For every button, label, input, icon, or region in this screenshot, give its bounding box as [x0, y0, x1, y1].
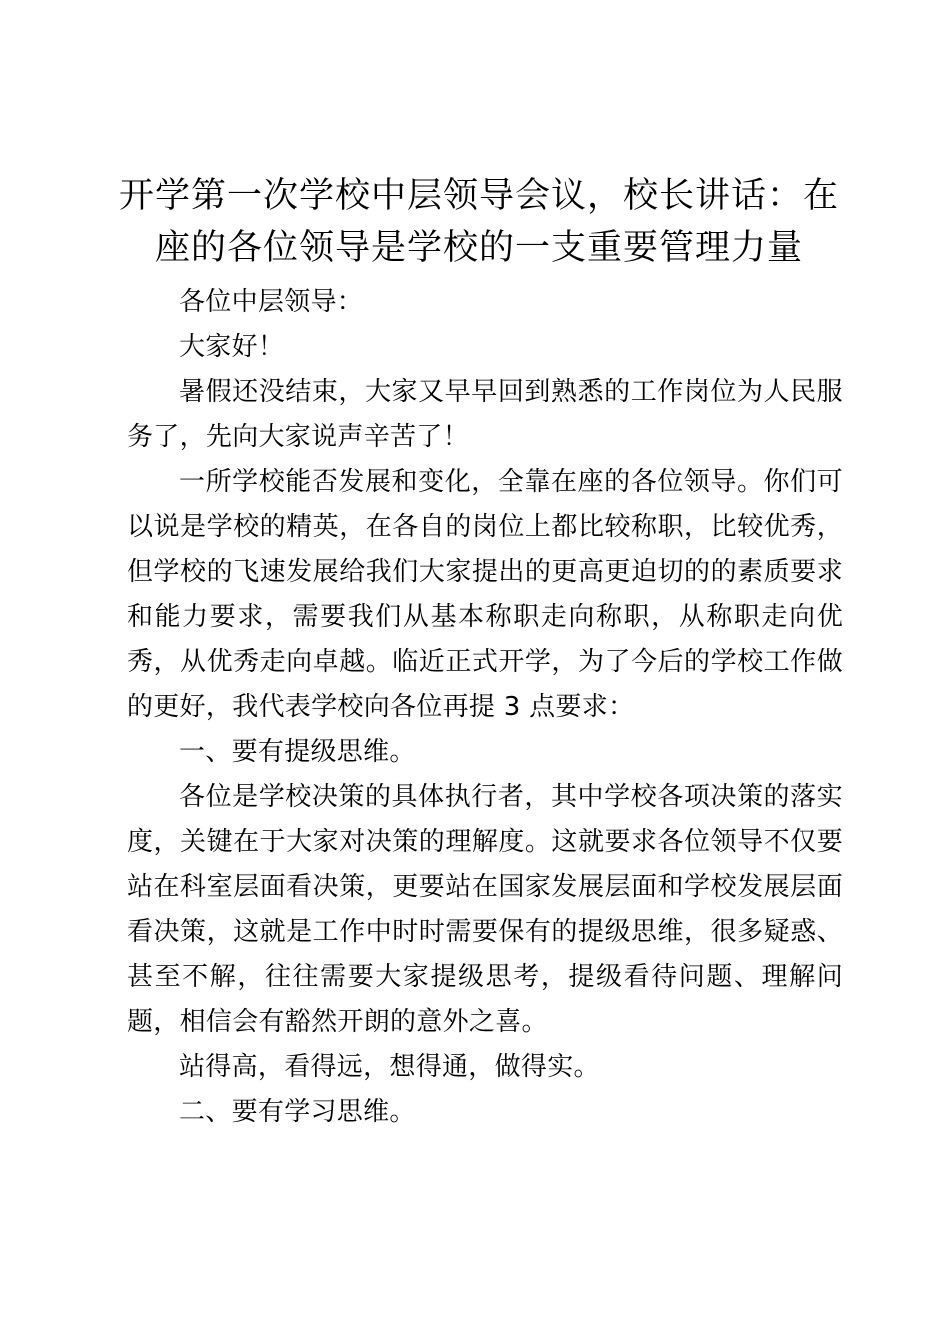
paragraph: 各位是学校决策的具体执行者，其中学校各项决策的落实度，关键在于大家对决策的理解度。这就要求各位领导不仅要站在科室层面看决策，更要站在国家发展层面和学校发展层面看决策，这就是工作中时时需要保有的提级思维，很多疑惑、甚至不解，往往需要大家提级思考，提级看待问题、理解问题，相信会有豁然开朗的意外之喜。	[127, 782, 843, 1037]
paragraph: 站得高，看得远，想得通，做得实。	[179, 1052, 600, 1082]
section-heading: 一、要有提级思维。	[179, 737, 416, 767]
salutation: 各位中层领导：	[179, 287, 364, 317]
greeting: 大家好！	[179, 332, 285, 362]
paragraph: 一所学校能否发展和变化，全靠在座的各位领导。你们可以说是学校的精英，在各自的岗位上都比较称职，比较优秀，但学校的飞速发展给我们大家提出的更高更迫切的的素质要求和能力要求，需要我们从基本称职走向称职，从称职走向优秀，从优秀走向卓越。临近正式开学，为了今后的学校工作做的更好，我代表学校向各位再提 3 点要求：	[127, 467, 843, 722]
section-heading: 二、要有学习思维。	[179, 1097, 416, 1127]
paragraph: 暑假还没结束，大家又早早回到熟悉的工作岗位为人民服务了，先向大家说声辛苦了！	[127, 377, 843, 452]
document-body	[127, 280, 843, 1135]
document-title: 开学第一次学校中层领导会议，校长讲话：在座的各位领导是学校的一支重要管理力量	[118, 176, 839, 268]
